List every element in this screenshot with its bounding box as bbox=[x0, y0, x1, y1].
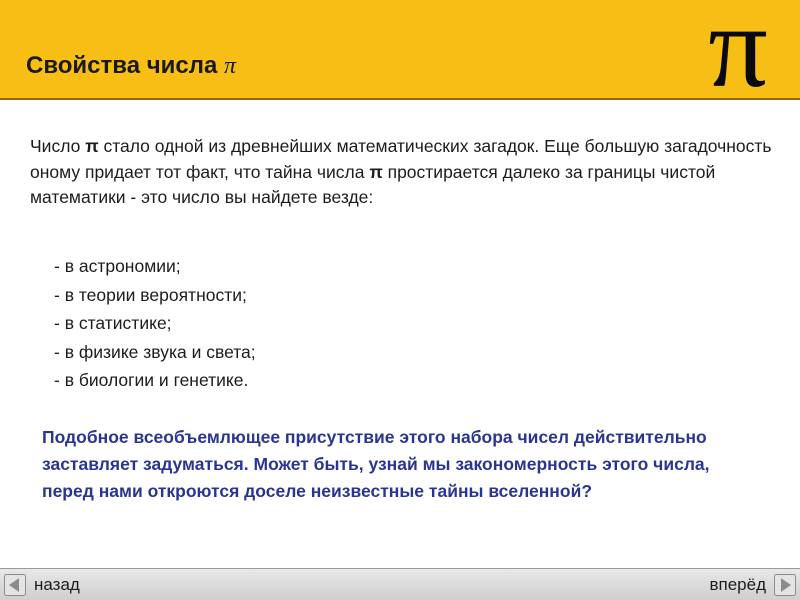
svg-text:π: π bbox=[708, 0, 768, 100]
pi-symbol-icon bbox=[686, 0, 790, 100]
fields-list bbox=[54, 252, 256, 395]
intro-text-3: простирается далеко за границы чистой математики - это число вы найдете везде: bbox=[30, 161, 716, 207]
list-item: - в биологии и генетике. bbox=[54, 370, 249, 390]
list-item: - в астрономии; bbox=[54, 256, 181, 276]
back-button[interactable] bbox=[4, 573, 80, 597]
forward-button[interactable] bbox=[709, 573, 796, 597]
slide-title-pi-symbol: π bbox=[224, 53, 237, 79]
navigation-bar bbox=[0, 568, 800, 600]
slide-title bbox=[26, 52, 236, 80]
list-item: - в статистике; bbox=[54, 313, 172, 333]
back-label: назад bbox=[34, 575, 80, 594]
arrow-left-icon bbox=[4, 574, 26, 596]
slide-title-text: Свойства числа bbox=[26, 52, 218, 79]
intro-paragraph bbox=[30, 134, 775, 211]
list-item: - в теории вероятности; bbox=[54, 284, 247, 305]
slide-header bbox=[0, 0, 800, 100]
list-item: - в физике звука и света; bbox=[54, 341, 256, 362]
conclusion-note: Подобное всеобъемлющее присутствие этого набора чисел действительно заставляет задуматься. Может быть, узнай мы закономерность этого числа, перед нами откроются доселе неизвестные тайны вселенной? bbox=[42, 427, 710, 501]
forward-label: вперёд bbox=[709, 575, 766, 594]
arrow-right-icon bbox=[774, 574, 796, 596]
pi-symbol: π bbox=[369, 161, 383, 182]
intro-text-1: Число bbox=[30, 136, 86, 156]
pi-symbol: π bbox=[85, 136, 99, 156]
intro-text-2: стало одной из древнейших математических загадок. Еще большую загадочность оному придает тот факт, что тайна числа bbox=[30, 136, 772, 182]
